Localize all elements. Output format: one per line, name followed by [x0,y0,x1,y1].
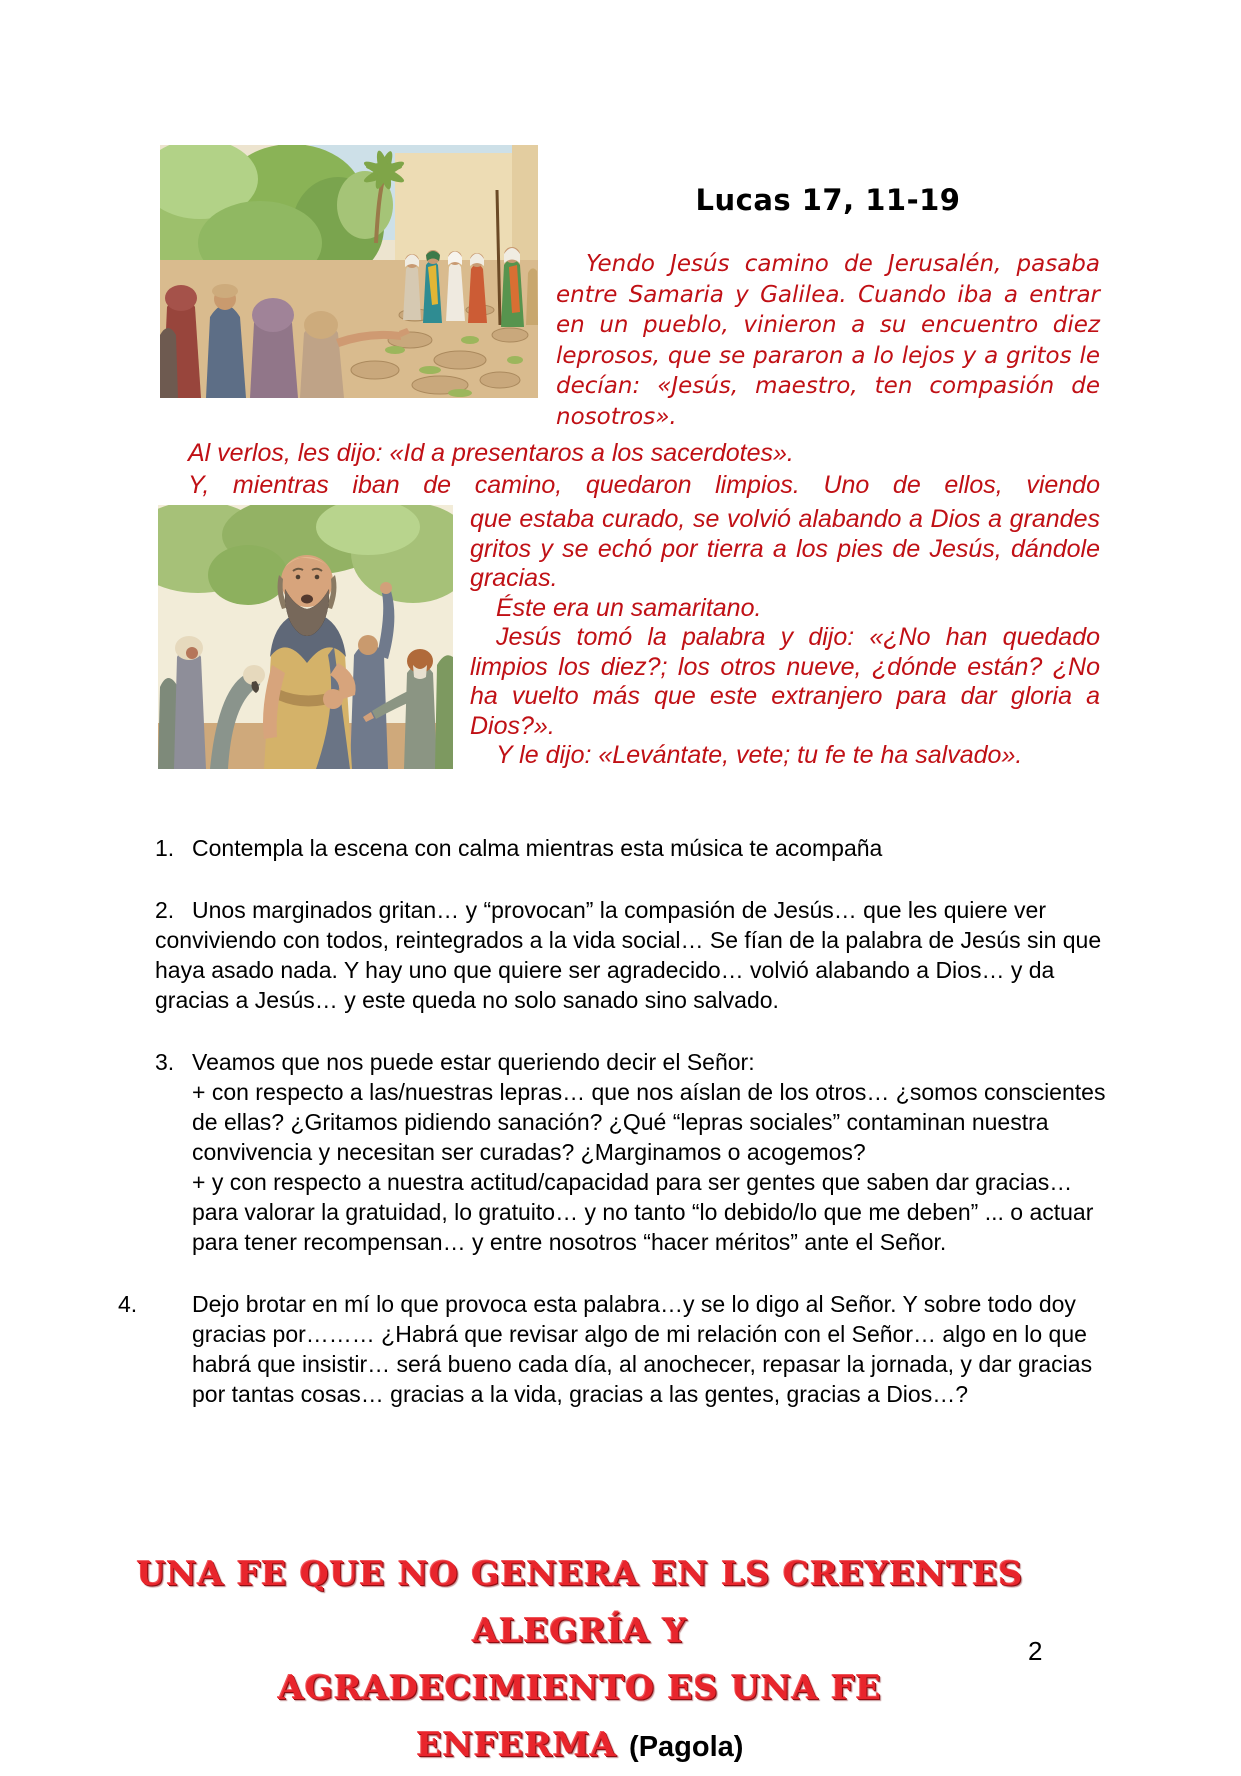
footer-quote-line2: AGRADECIMIENTO ES UNA FE ENFERMA [278,1668,882,1764]
passage-paragraph-jesus: Jesús tomó la palabra y dijo: «¿No han quedado limpios los diez?; los otros nueve, ¿dónde están? ¿No ha vuelto más que este extranjero para dar gloria a Dios?». [470,623,1100,740]
healed-leper-illustration-svg [158,505,453,769]
reflection-item-1 [155,833,1107,863]
item-number: 2. [155,897,175,923]
passage-header-column [556,145,1100,455]
footer-attribution: (Pagola) [629,1731,744,1763]
reflection-item-2 [155,895,1107,1015]
item-number: 4. [118,1291,138,1317]
passage-full-width-lines [188,437,1100,501]
lepers-meeting-jesus-illustration [160,145,538,398]
passage-paragraph-samaritano: Éste era un samaritano. [496,593,762,622]
footer-quote-line1: UNA FE QUE NO GENERA EN LS CREYENTES ALEGRÍA Y [136,1554,1024,1650]
passage-line-verlos: Al verlos, les dijo: «Id a presentaros a los sacerdotes». [188,439,794,467]
item-heading [155,1047,1107,1077]
item-text: Veamos que nos puede estar queriendo decir el Señor: [192,1049,755,1075]
reflection-list [118,833,1107,1409]
item-number: 3. [155,1049,175,1075]
item-text: Dejo brotar en mí lo que provoca esta palabra…y se lo digo al Señor. Y sobre todo doy gracias por……… ¿Habrá que revisar algo de mi relación con el Señor… algo en lo que habrá que insistir… será bueno cada día, al anochecer, repasar la jornada, y dar gracias por tantas cosas… gracias a la vida, gracias a las gentes, gracias a Dios…? [192,1291,1093,1407]
passage-line-mientras: Y, mientras iban de camino, quedaron limpios. Uno de ellos, viendo [188,471,1100,499]
passage-paragraph-curado: que estaba curado, se volvió alabando a Dios a grandes gritos y se echó por tierra a los pies de Jesús, dándole gracias. [470,505,1100,592]
passage-title: Lucas 17, 11-19 [695,183,961,217]
passage-header-section [160,145,1100,455]
passage-paragraph-intro: Yendo Jesús camino de Jerusalén, pasaba entre Samaria y Galilea. Cuando iba a entrar en un pueblo, vinieron a su encuentro diez leprosos, que se pararon a lo lejos y a gritos le decían: «Jesús, maestro, ten compasión de nosotros». [556,251,1100,430]
item-subpoint-1: + con respecto a las/nuestras lepras… que nos aíslan de los otros… ¿somos conscientes de ellas? ¿Gritamos pidiendo sanación? ¿Qué “lepras sociales” contaminan nuestra convivencia y necesitan ser curadas? ¿Marginamos o acogemos? [192,1079,1106,1165]
lepers-meeting-jesus-illustration-svg [160,145,538,398]
item-text: Unos marginados gritan… y “provocan” la compasión de Jesús… que les quiere ver conviviendo con todos, reintegrados a la vida social… Se fían de la palabra de Jesús sin que haya asado nada. Y hay uno que quiere ser agradecido… volvió alabando a Dios… y da gracias a Jesús… y este queda no solo sanado sino salvado. [155,897,1102,1013]
page-number: 2 [1028,1636,1043,1666]
footer-quote [118,1545,1042,1776]
passage-body-section [158,505,1100,771]
reflection-item-4 [118,1289,1107,1409]
item-text: Contempla la escena con calma mientras esta música te acompaña [192,835,883,861]
healed-leper-illustration [158,505,453,769]
footer-quote-line2-row [118,1659,1042,1776]
passage-body-column [470,505,1100,771]
passage-paragraph-levantate: Y le dijo: «Levántate, vete; tu fe te ha salvado». [496,741,1023,769]
item-subpoint-2: + y con respecto a nuestra actitud/capacidad para ser gentes que saben dar gracias… para valorar la gratuidad, lo gratuito… y no tanto “lo debido/lo que me deben” ... o actuar para tener recompensan… y entre nosotros “hacer méritos” ante el Señor. [192,1169,1094,1255]
item-number: 1. [155,835,175,861]
reflection-item-3 [155,1047,1107,1257]
